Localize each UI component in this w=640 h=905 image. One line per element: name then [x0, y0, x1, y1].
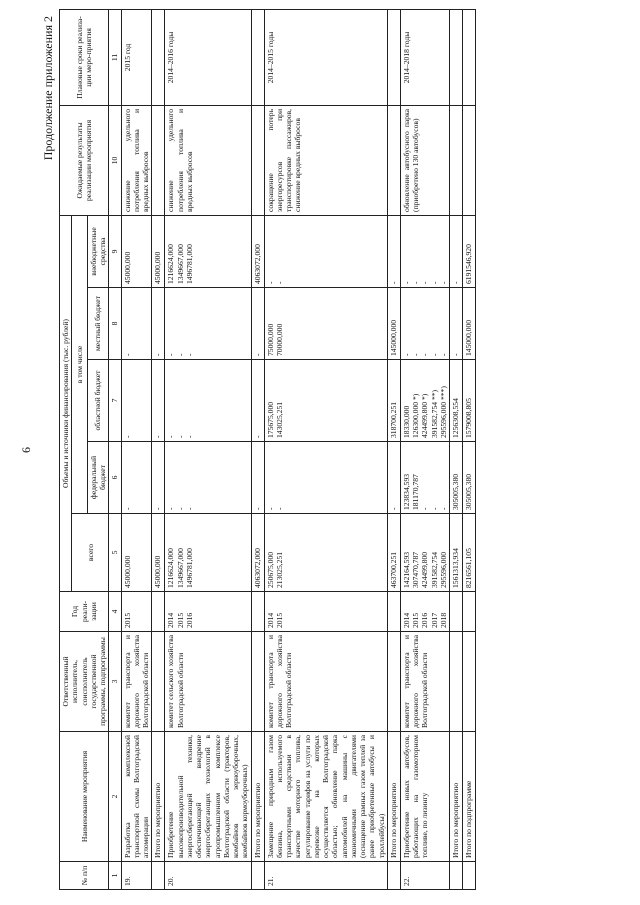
- total-federal: -: [251, 442, 264, 514]
- total-row-blank: [463, 9, 476, 105]
- regional-value: -: [175, 435, 185, 438]
- federal-value: -: [429, 507, 439, 510]
- year-value: 2015: [411, 612, 420, 628]
- local-value: -: [411, 353, 420, 356]
- total-value: 1561313,934: [450, 514, 463, 592]
- total-row-blank: [251, 862, 264, 890]
- total-extra: -: [387, 215, 400, 287]
- total-value: 45000,000: [152, 514, 165, 592]
- federal-cell: [165, 442, 251, 514]
- year-cell: [165, 592, 251, 632]
- table-row: [165, 9, 251, 889]
- total-value: 1349667,000: [175, 548, 185, 588]
- year-value: 2014: [166, 612, 176, 628]
- column-number: 4: [109, 592, 121, 632]
- federal-value: -: [184, 507, 194, 510]
- year-value: 2015: [274, 612, 284, 628]
- header-federal: федеральный бюджет: [87, 442, 109, 514]
- expected-result: обновление автобусного парка (приобретено 130 автобусов): [400, 105, 449, 215]
- regional-value: 143025,251: [274, 401, 284, 438]
- total-row-blank: [152, 632, 165, 732]
- extra-value: -: [420, 281, 430, 284]
- total-local: 145000,000: [463, 288, 476, 360]
- year-value: 2018: [438, 612, 448, 628]
- column-number: 8: [109, 288, 121, 360]
- total-regional: 318700,251: [387, 360, 400, 442]
- total-row-blank: [152, 862, 165, 890]
- total-row-blank: [152, 9, 165, 105]
- extra-cell: [165, 215, 251, 287]
- federal-value: -: [166, 507, 176, 510]
- local-value: -: [166, 353, 176, 356]
- year-value: 2017: [429, 612, 439, 628]
- total-value: 391582,754: [429, 551, 439, 588]
- column-number: 11: [109, 9, 121, 105]
- total-row-blank: [463, 862, 476, 890]
- planned-term: 2014–2015 годы: [264, 9, 387, 105]
- year-value: 2016: [420, 612, 430, 628]
- total-row: [463, 9, 476, 889]
- total-label: Итого по мероприятию: [387, 732, 400, 862]
- column-number: 7: [109, 360, 121, 442]
- extra-cell: [400, 215, 449, 287]
- local-value: -: [420, 353, 430, 356]
- measure-executor: комитет транспорта и дорожного хозяйства Волгоградской области: [121, 632, 152, 732]
- total-cell: [121, 514, 152, 592]
- regional-value: 295596,000 ***): [438, 386, 448, 438]
- total-row-blank: [450, 862, 463, 890]
- year-value: 2015: [122, 612, 132, 628]
- regional-cell: [121, 360, 152, 442]
- measure-name: Разработка комплексной транспортной схемы Волгоградской агломерации: [121, 732, 152, 862]
- total-row-blank: [387, 9, 400, 105]
- federal-value: 181170,787: [411, 474, 420, 510]
- row-num: 22.: [400, 862, 449, 890]
- total-row-blank: [450, 105, 463, 215]
- expected-result: сокращение потерь энергоресурсов при транспортировке пассажиров, снижение вредных выбросов: [264, 105, 387, 215]
- total-label: Итого по мероприятию: [152, 732, 165, 862]
- total-local: 145000,000: [387, 288, 400, 360]
- column-number: 9: [109, 215, 121, 287]
- regional-value: 126300,000 *): [411, 393, 420, 438]
- regional-value: 175675,000: [265, 401, 275, 438]
- regional-value: 18330,000: [401, 405, 411, 438]
- local-cell: [165, 288, 251, 360]
- table-row: [400, 9, 449, 889]
- local-value: 70000,000: [274, 323, 284, 356]
- total-value: 250675,000: [265, 551, 275, 588]
- local-value: -: [184, 353, 194, 356]
- regional-cell: [165, 360, 251, 442]
- header-extra: внебюджетные средства: [87, 215, 109, 287]
- total-value: 463700,251: [387, 514, 400, 592]
- measure-executor: комитет транспорта и дорожного хозяйства Волгоградской области: [400, 632, 449, 732]
- header-year: Год реали-зации: [60, 592, 109, 632]
- federal-cell: [400, 442, 449, 514]
- total-value: 213025,251: [274, 551, 284, 588]
- extra-value: 45000,000: [122, 251, 132, 284]
- header-terms: Плановые сроки реализа-ции меро-приятия: [60, 9, 109, 105]
- page-number: 6: [19, 447, 33, 453]
- total-row-blank: [152, 105, 165, 215]
- total-row-blank: [463, 632, 476, 732]
- regional-cell: [264, 360, 387, 442]
- regional-value: 424499,800 *): [420, 393, 430, 438]
- year-cell: [400, 592, 449, 632]
- expected-result: снижение удельного потребления топлива и вредных выбросов: [121, 105, 152, 215]
- total-value: 8216561,105: [463, 514, 476, 592]
- extra-value: -: [401, 281, 411, 284]
- planned-term: 2015 год: [121, 9, 152, 105]
- total-row-blank: [450, 9, 463, 105]
- total-value: 142164,593: [401, 551, 411, 588]
- total-value: 4063072,000: [251, 514, 264, 592]
- total-cell: [165, 514, 251, 592]
- federal-value: -: [175, 507, 185, 510]
- header-total: всего: [72, 514, 109, 592]
- local-value: -: [401, 353, 411, 356]
- total-row-blank: [463, 105, 476, 215]
- extra-cell: [264, 215, 387, 287]
- year-value: 2016: [184, 612, 194, 628]
- total-row-blank: [463, 592, 476, 632]
- table-row: [264, 9, 387, 889]
- total-value: 1496781,000: [184, 548, 194, 588]
- expected-result: снижение удельного потребления топлива и вредных выбросов: [165, 105, 251, 215]
- local-value: -: [438, 353, 448, 356]
- extra-value: 1496781,000: [184, 244, 194, 284]
- column-number: 3: [109, 632, 121, 732]
- federal-value: -: [274, 507, 284, 510]
- column-number: 10: [109, 105, 121, 215]
- measure-executor: комитет транспорта и дорожного хозяйства Волгоградской области: [264, 632, 387, 732]
- total-regional: -: [251, 360, 264, 442]
- extra-cell: [121, 215, 152, 287]
- total-value: 45000,000: [122, 555, 132, 588]
- total-row: [450, 9, 463, 889]
- year-cell: [121, 592, 152, 632]
- total-value: 424499,800: [420, 551, 430, 588]
- extra-value: -: [438, 281, 448, 284]
- total-cell: [264, 514, 387, 592]
- program-table: [59, 9, 476, 890]
- total-label: Итого по мероприятию: [450, 732, 463, 862]
- federal-value: -: [122, 507, 132, 510]
- total-local: -: [152, 288, 165, 360]
- header-funding: Объемы и источники финансирования (тыс. рублей): [60, 215, 72, 591]
- local-value: -: [122, 353, 132, 356]
- local-value: 75000,000: [265, 323, 275, 356]
- header-regional: областной бюджет: [87, 360, 109, 442]
- year-value: 2014: [265, 612, 275, 628]
- federal-value: -: [438, 507, 448, 510]
- total-extra: 45000,000: [152, 215, 165, 287]
- total-value: 307470,787: [411, 551, 420, 588]
- total-regional: 1579008,805: [463, 360, 476, 442]
- total-row-blank: [450, 632, 463, 732]
- table-body: [121, 9, 476, 889]
- appendix-label: Продолжение приложения 2: [41, 16, 55, 161]
- total-label: Итого по подпрограмме: [463, 732, 476, 862]
- column-number: 1: [109, 862, 121, 890]
- local-value: -: [175, 353, 185, 356]
- row-num: 20.: [165, 862, 251, 890]
- row-num: 19.: [121, 862, 152, 890]
- total-cell: [400, 514, 449, 592]
- measure-name: Приобретение новых автобусов, работающих на газомоторном топливе, по лизингу: [400, 732, 449, 862]
- total-federal: 305005,380: [450, 442, 463, 514]
- total-row: [251, 9, 264, 889]
- extra-value: -: [429, 281, 439, 284]
- total-extra: 4063072,000: [251, 215, 264, 287]
- header-local: местный бюджет: [87, 288, 109, 360]
- federal-value: 123834,593: [401, 473, 411, 510]
- year-cell: [264, 592, 387, 632]
- total-federal: 305005,380: [463, 442, 476, 514]
- total-extra: -: [450, 215, 463, 287]
- extra-value: -: [265, 281, 275, 284]
- regional-cell: [400, 360, 449, 442]
- total-row: [152, 9, 165, 889]
- rotated-page: [15, 10, 635, 890]
- total-federal: -: [152, 442, 165, 514]
- header-including: в том числе: [72, 215, 88, 513]
- total-row-blank: [387, 105, 400, 215]
- total-label: Итого по мероприятию: [251, 732, 264, 862]
- column-number: 5: [109, 514, 121, 592]
- regional-value: 391582,754 **): [429, 389, 439, 438]
- local-cell: [264, 288, 387, 360]
- total-row-blank: [387, 592, 400, 632]
- federal-value: -: [420, 507, 430, 510]
- extra-value: -: [274, 281, 284, 284]
- total-regional: 1256308,554: [450, 360, 463, 442]
- header-executor: Ответственный исполнитель, соисполнитель государственной программы, подпрограммы: [60, 632, 109, 732]
- column-number: 6: [109, 442, 121, 514]
- header-name: Наименование мероприятия: [60, 732, 109, 862]
- year-value: 2015: [175, 612, 185, 628]
- total-value: 1216624,000: [166, 548, 176, 588]
- header-num: № п/п: [60, 862, 109, 890]
- total-federal: -: [387, 442, 400, 514]
- total-value: 295596,000: [438, 551, 448, 588]
- local-cell: [400, 288, 449, 360]
- year-value: 2014: [401, 612, 411, 628]
- local-value: -: [429, 353, 439, 356]
- total-row-blank: [251, 9, 264, 105]
- total-row-blank: [387, 862, 400, 890]
- extra-value: 1216624,000: [166, 244, 176, 284]
- total-row-blank: [152, 592, 165, 632]
- planned-term: 2014–2016 годы: [165, 9, 251, 105]
- measure-name: Замещение природным газом бензина, используемого транспортными средствами в качестве моторного топлива, регулирование тарифов на услуги по перевозке на которых осуществляется Волгоградской областью; обновление парка автомобилей на машины с экономичными двигателями (оснащение рамных газом теплей за ранее приобретенные автобусы и троллейбусы): [264, 732, 387, 862]
- table-row: [121, 9, 152, 889]
- column-number: 2: [109, 732, 121, 862]
- measure-executor: комитет сельского хозяйства Волгоградской области: [165, 632, 251, 732]
- total-local: -: [251, 288, 264, 360]
- total-row-blank: [251, 105, 264, 215]
- planned-term: 2014–2018 годы: [400, 9, 449, 105]
- header-results: Ожидаемые результаты реализации мероприятия: [60, 105, 109, 215]
- federal-value: -: [265, 507, 275, 510]
- regional-value: -: [184, 435, 194, 438]
- extra-value: 1349667,000: [175, 244, 185, 284]
- row-num: 21.: [264, 862, 387, 890]
- extra-value: -: [411, 281, 420, 284]
- regional-value: -: [166, 435, 176, 438]
- total-row-blank: [450, 592, 463, 632]
- total-row-blank: [251, 592, 264, 632]
- total-extra: 6191546,920: [463, 215, 476, 287]
- total-row-blank: [387, 632, 400, 732]
- regional-value: -: [122, 435, 132, 438]
- measure-name: Приобретение высокопроизводительной энергосберегающей техники, обеспечивающей внедрение энергосберегающих технологий в агропромышленном комплексе Волгоградской области (тракторов, комбайнов зерноуборочных, комбайнов кормоуборочных): [165, 732, 251, 862]
- total-row-blank: [251, 632, 264, 732]
- federal-cell: [121, 442, 152, 514]
- total-local: -: [450, 288, 463, 360]
- total-row: [387, 9, 400, 889]
- local-cell: [121, 288, 152, 360]
- total-regional: -: [152, 360, 165, 442]
- federal-cell: [264, 442, 387, 514]
